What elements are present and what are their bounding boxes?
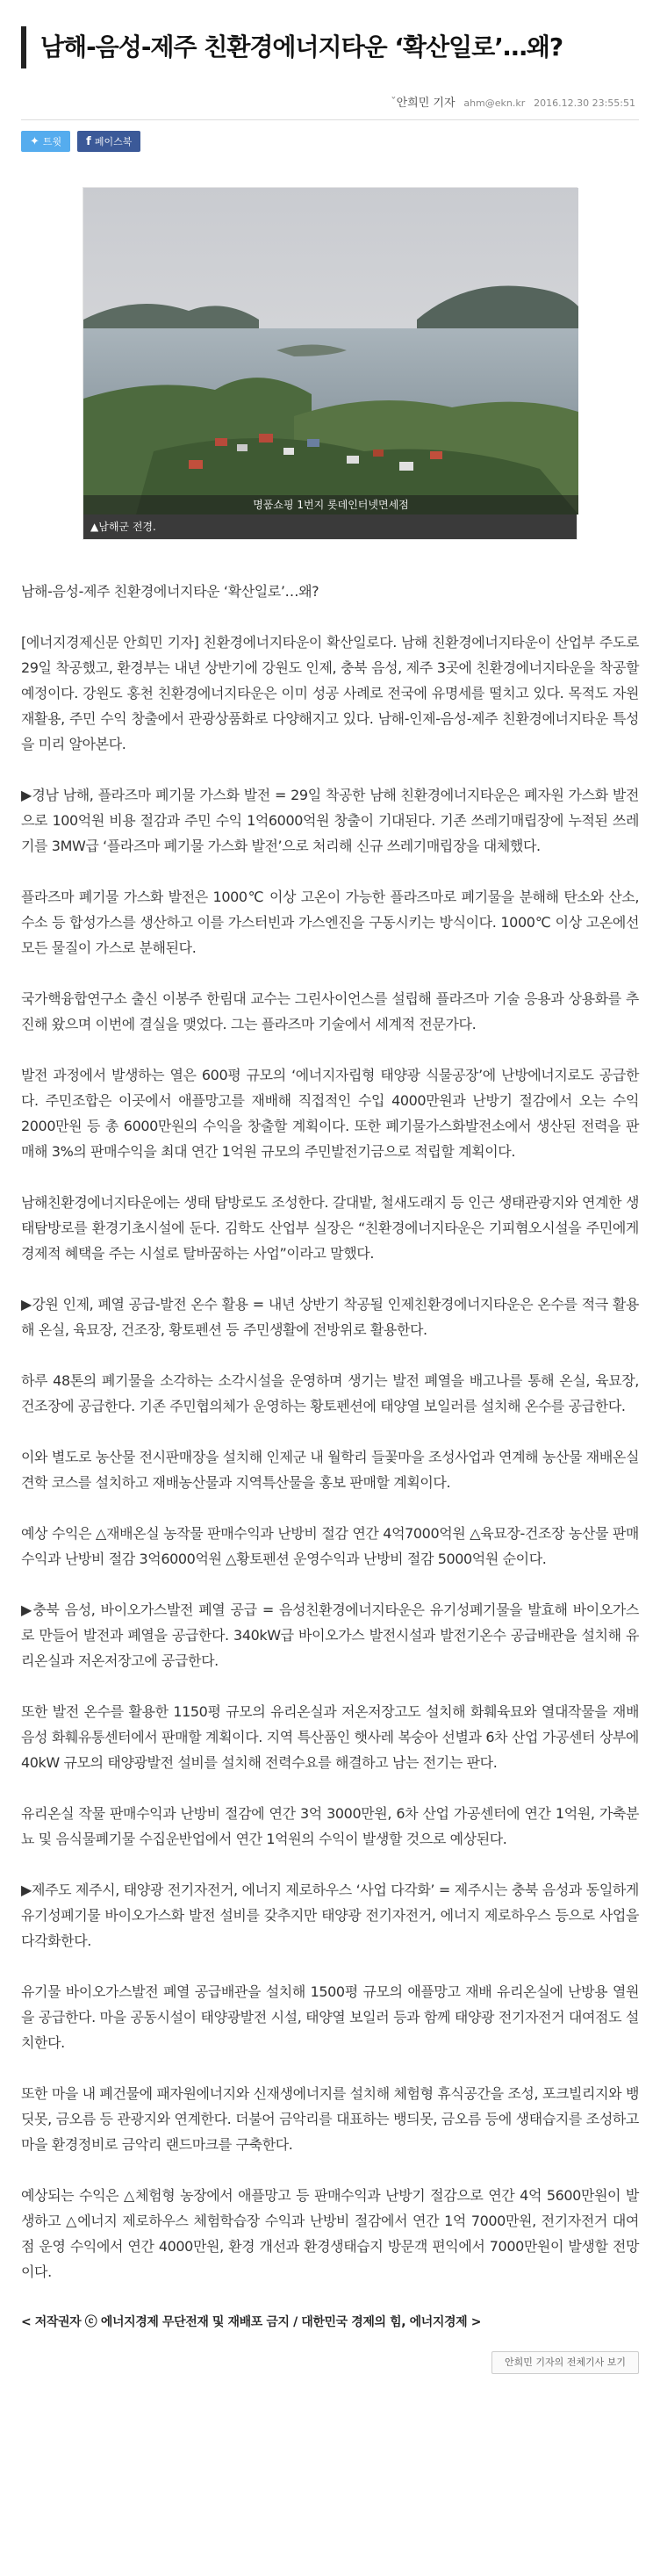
article-paragraph: ▶경남 남해, 플라즈마 폐기물 가스화 발전 = 29일 착공한 남해 친환경에너지타운은 폐자원 가스화 발전으로 100억원 비용 절감과 주민 수익 1억6000억원 창출이 기대된다. 기존 쓰레기매립장에 누적된 쓰레기를 3MW급 ‘플라즈마 폐기물 가스화 발전’으로 처리해 신규 쓰레기매립장을 대체했다.: [21, 787, 639, 854]
facebook-icon: f: [86, 134, 91, 148]
article-paragraph: ▶강원 인제, 폐열 공급-발전 온수 활용 = 내년 상반기 착공될 인제친환경에너지타운은 온수를 적극 활용해 온실, 육묘장, 건조장, 황토펜션 등 주민생활에 전방위로 활용한다.: [21, 1296, 639, 1338]
article-header: [0, 0, 660, 111]
article-photo-figure: [82, 187, 578, 540]
byline-author[interactable]: ˇ 안희민 기자: [391, 97, 455, 110]
share-bar: [0, 120, 660, 161]
byline-email[interactable]: ahm@ekn.kr: [463, 97, 526, 109]
byline: [21, 95, 639, 111]
article-paragraph: ▶충북 음성, 바이오가스발전 폐열 공급 = 음성친환경에너지타운은 유기성폐기물을 발효해 바이오가스로 만들어 발전과 폐열을 공급한다. 340kW급 바이오가스 발전시설과 발전기온수 공급배관을 설치해 유리온실과 저온저장고에 공급한다.: [21, 1601, 639, 1669]
byline-date: 2016.12.30 23:55:51: [534, 97, 635, 109]
article-paragraph: 남해-음성-제주 친환경에너지타운 ‘확산일로’…왜?: [21, 583, 319, 600]
article-paragraph: 하루 48톤의 폐기물을 소각하는 소각시설을 운영하며 생기는 발전 폐열을 배고나를 통해 온실, 육묘장, 건조장에 공급한다. 기존 주민협의체가 운영하는 황토펜션에 태양열 보일러를 설치해 온수를 공급한다.: [21, 1372, 639, 1414]
article-paragraph: 예상 수익은 △재배온실 농작물 판매수익과 난방비 절감 연간 4억7000억원 △육묘장-건조장 농산물 판매수익과 난방비 절감 3억6000억원 △황토펜션 운영수익과 난방비 절감 5000억원 순이다.: [21, 1525, 639, 1567]
article-paragraph: 발전 과정에서 발생하는 열은 600평 규모의 ‘에너지자립형 태양광 식물공장’에 난방에너지로도 공급한다. 주민조합은 이곳에서 애플망고를 재배해 직접적인 수입 4000만원과 난방기 절감에서 오는 수익 2000만원 등 총 6000만원의 수익을 창출할 계획이다. 또한 폐기물가스화발전소에서 생산된 전력을 판매해 3%의 판매수익을 최대 연간 1억원 규모의 주민발전기금으로 적립할 계획이다.: [21, 1067, 639, 1160]
copyright-notice: < 저작권자 ⓒ 에너지경제 무단전재 및 재배포 금지 / 대한민국 경제의 힘, 에너지경제 >: [21, 2315, 482, 2329]
article-paragraph: 유기물 바이오가스발전 폐열 공급배관을 설치해 1500평 규모의 애플망고 재배 유리온실에 난방용 열원을 공급한다. 마을 공동시설이 태양광발전 시설, 태양열 보일러 등과 함께 태양광 전기자전거 대여점도 설치한다.: [21, 1983, 639, 2051]
article-paragraph: [에너지경제신문 안희민 기자] 친환경에너지타운이 확산일로다. 남해 친환경에너지타운이 산업부 주도로 29일 착공했고, 환경부는 내년 상반기에 강원도 인제, 충북 음성, 제주 3곳에 친환경에너지타운을 착공할 예정이다. 강원도 홍천 친환경에너지타운은 이미 성공 사례로 전국에 유명세를 떨치고 있다. 목적도 자원재활용, 주민 수익 창출에서 관광상품화로 다양해지고 있다. 남해-인제-음성-제주 친환경에너지타운 특성을 미리 알아본다.: [21, 634, 639, 752]
article-paragraph: 국가핵융합연구소 출신 이봉주 한림대 교수는 그린사이언스를 설립해 플라즈마 기술 응용과 상용화를 추진해 왔으며 이번에 결실을 맺었다. 그는 플라즈마 기술에서 세계적 전문가다.: [21, 990, 639, 1033]
more-articles-button[interactable]: 안희민 기자의 전체기사 보기: [491, 2351, 639, 2374]
facebook-share-label: 페이스북: [94, 136, 133, 148]
article-footer: [0, 2351, 660, 2374]
article-paragraph: 유리온실 작물 판매수익과 난방비 절감에 연간 3억 3000만원, 6차 산업 가공센터에 연간 1억원, 가축분뇨 및 음식물폐기물 수집운반업에서 연간 1억원의 수익이 발생할 것으로 예상된다.: [21, 1805, 639, 1847]
photo-watermark: 명품쇼핑 1번지 롯데인터넷면세점: [253, 499, 409, 511]
headline: 남해-음성-제주 친환경에너지타운 ‘확산일로’…왜?: [21, 26, 639, 68]
namhae-landscape-photo: [83, 188, 578, 514]
article-paragraph: 예상되는 수익은 △체험형 농장에서 애플망고 등 판매수익과 난방기 절감으로 연간 4억 5600만원이 발생하고 △에너지 제로하우스 체험학습장 수익과 난방비 절감에서 연간 1억 7000만원, 전기자전거 대여점 운영 수익에서 연간 4000만원, 환경 개선과 환경생태습지 방문객 편익에서 7000만원이 발생할 전망이다.: [21, 2187, 639, 2280]
article-paragraph: 남해친환경에너지타운에는 생태 탐방로도 조성한다. 갈대밭, 철새도래지 등 인근 생태관광지와 연계한 생태탐방로를 환경기초시설에 둔다. 김학도 산업부 실장은 “친환경에너지타운은 기피혐오시설을 주민에게 경제적 혜택을 주는 시설로 탈바꿈하는 사업”이라고 말했다.: [21, 1194, 639, 1262]
article-paragraph: 플라즈마 폐기물 가스화 발전은 1000℃ 이상 고온이 가능한 플라즈마로 폐기물을 분해해 탄소와 산소, 수소 등 합성가스를 생산하고 이를 가스터빈과 가스엔진을 구동시키는 방식이다. 1000℃ 이상 고온에선 모든 물질이 가스로 분해된다.: [21, 889, 639, 956]
photo-caption: ▲남해군 전경.: [83, 514, 577, 539]
article-paragraph: 이와 별도로 농산물 전시판매장을 설치해 인제군 내 월학리 들꽃마을 조성사업과 연계해 농산물 재배온실 견학 코스를 설치하고 재배농산물과 지역특산물을 홍보 판매할 계획이다.: [21, 1449, 639, 1491]
twitter-share-button[interactable]: [21, 131, 70, 152]
article-body: [0, 579, 660, 2335]
twitter-share-label: 트윗: [42, 136, 62, 148]
article-paragraph: ▶제주도 제주시, 태양광 전기자전거, 에너지 제로하우스 ‘사업 다각화’ = 제주시는 충북 음성과 동일하게 유기성폐기물 바이오가스화 발전 설비를 갖추지만 태양광 전기자전거, 에너지 제로하우스 등으로 사업을 다각화한다.: [21, 1882, 639, 1949]
article-paragraph: 또한 발전 온수를 활용한 1150평 규모의 유리온실과 저온저장고도 설치해 화훼육묘와 열대작물을 재배 음성 화훼유통센터에서 판매할 계획이다. 지역 특산품인 햇사레 복숭아 선별과 6차 산업 가공센터 상부에 40kW 규모의 태양광발전 설비를 설치해 전력수요를 해결하고 남는 전기는 판다.: [21, 1703, 639, 1771]
twitter-icon: ✦: [30, 134, 39, 148]
facebook-share-button[interactable]: [77, 131, 140, 152]
article-paragraph: 또한 마을 내 폐건물에 패자원에너지와 신재생에너지를 설치해 체험형 휴식공간을 조성, 포크빌리지와 뱅딧못, 금오름 등 관광지와 연계한다. 더불어 금악리를 대표하는 뱅듸못, 금오름 등에 생태습지를 조성하고 마을 환경정비로 금악리 랜드마크를 구축한다.: [21, 2085, 640, 2153]
